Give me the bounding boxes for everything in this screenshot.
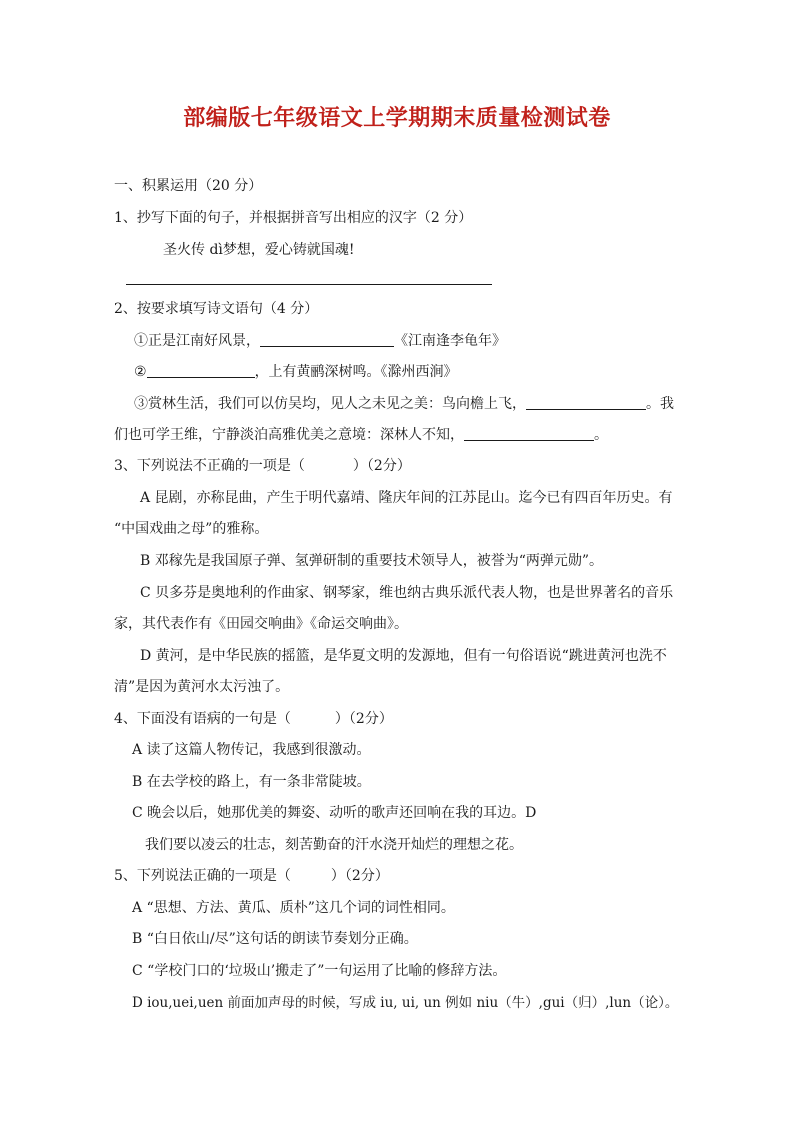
question-2-item-3-text-1-end: 。我 — [646, 396, 674, 412]
page-title: 部编版七年级语文上学期期末质量检测试卷 — [183, 105, 611, 131]
question-5-stem-text: 5、下列说法正确的一项是（ — [114, 868, 291, 884]
question-2-item-1-source: 《江南逢李龟年》 — [394, 333, 506, 349]
question-5-option-b: B “白日依山/尽”这句话的朗读节奏划分正确。 — [132, 931, 418, 947]
question-3-option-c-line-1: C 贝多芬是奥地利的作曲家、钢琴家，维也纳古典乐派代表人物，也是世界著名的音乐 — [140, 585, 674, 601]
question-3-option-a-line-1: A 昆剧，亦称昆曲，产生于明代嘉靖、隆庆年间的江苏昆山。迄今已有四百年历史。有 — [140, 490, 673, 506]
question-2-item-2-text: ，上有黄鹂深树鸣。《滁州西涧》 — [254, 364, 458, 380]
question-5-option-c: C “学校门口的‘垃圾山’搬走了”一句运用了比喻的修辞方法。 — [132, 963, 507, 979]
question-5-option-d: D iou,uei,uen 前面加声母的时候，写成 iu, ui, un 例如 niu（牛）,gui（归）,lun（论）。 — [132, 995, 679, 1011]
question-3-stem — [114, 456, 411, 476]
question-4-option-a: A 读了这篇人物传记，我感到很激动。 — [132, 742, 371, 758]
question-3-option-a-line-2: “中国戏曲之母”的雅称。 — [114, 521, 269, 537]
question-2-item-3-text-1: ③赏林生活，我们可以仿吴均，见人之未见之美：鸟向檐上飞， — [134, 396, 526, 412]
question-3-stem-score: ）（2分） — [352, 458, 411, 474]
question-5-stem-score: ）（2分） — [330, 868, 389, 884]
question-1-answer-line[interactable] — [126, 284, 492, 285]
question-3-option-d-line-1: D 黄河，是中华民族的摇篮，是华夏文明的发源地，但有一句俗语说“跳进黄河也洗不 — [140, 648, 667, 664]
question-2-item-3-text-2-end: 。 — [594, 427, 608, 443]
question-3-option-b: B 邓稼先是我国原子弹、氢弹研制的重要技术领导人，被誉为“两弹元勋”。 — [140, 553, 604, 569]
question-1-sentence: 圣火传 dì梦想，爱心铸就国魂! — [163, 242, 355, 258]
question-2-item-3-line-2 — [114, 425, 608, 445]
question-4-stem-text: 4、下面没有语病的一句是（ — [114, 711, 291, 727]
question-2-stem: 2、按要求填写诗文语句（4 分） — [114, 301, 319, 317]
question-5-option-a: A “思想、方法、黄瓜、质朴”这几个词的词性相同。 — [132, 900, 455, 916]
question-3-stem-text: 3、下列说法不正确的一项是（ — [114, 458, 305, 474]
question-2-item-3-blank-1[interactable] — [526, 395, 646, 410]
question-2-item-2-prefix: ② — [134, 364, 147, 380]
question-1-stem: 1、抄写下面的句子，并根据拼音写出相应的汉字（2 分） — [114, 210, 473, 226]
question-4-option-c: C 晚会以后，她那优美的舞姿、动听的歌声还回响在我的耳边。D — [132, 805, 537, 821]
question-2-item-3-blank-2[interactable] — [464, 426, 594, 441]
question-3-option-d-line-2: 清”是因为黄河水太污浊了。 — [114, 679, 290, 695]
question-4-option-b: B 在去学校的路上，有一条非常陡坡。 — [132, 774, 371, 790]
question-4-stem — [114, 709, 393, 729]
question-2-item-2 — [134, 362, 458, 382]
question-2-item-2-blank[interactable] — [147, 363, 255, 378]
question-4-option-d: 我们要以凌云的壮志，刻苦勤奋的汗水浇开灿烂的理想之花。 — [145, 837, 523, 853]
question-2-item-3-text-2: 们也可学王维，宁静淡泊高雅优美之意境：深林人不知， — [114, 427, 464, 443]
section-heading: 一、积累运用（20 分） — [114, 178, 263, 194]
question-2-item-1-blank[interactable] — [260, 332, 394, 347]
question-2-item-1-text: ①正是江南好风景， — [134, 333, 260, 349]
question-2-item-3-line-1 — [134, 394, 674, 414]
question-3-option-c-line-2: 家，其代表作有《田园交响曲》《命运交响曲》。 — [114, 616, 408, 632]
question-4-stem-score: ）（2分） — [334, 711, 393, 727]
question-2-item-1 — [134, 331, 506, 351]
question-5-stem — [114, 866, 389, 886]
